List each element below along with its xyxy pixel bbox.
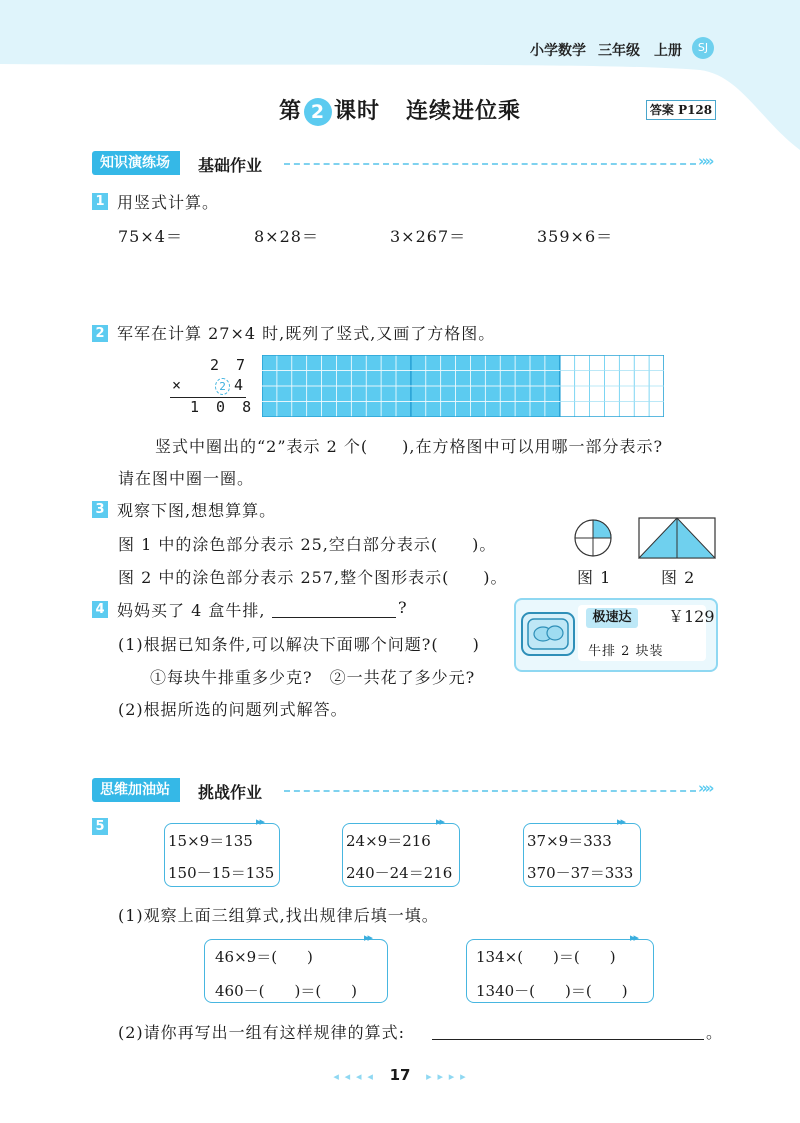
q3-prompt: 观察下图,想想算算。 xyxy=(117,501,277,520)
title-topic: 连续进位乘 xyxy=(406,99,522,124)
q4-prompt: 妈妈买了 4 盒牛排, xyxy=(117,601,266,620)
title-suffix: 课时 xyxy=(334,99,381,124)
q4-answer-blank[interactable] xyxy=(272,617,396,618)
section-divider xyxy=(284,790,696,792)
question-number-4: 4 xyxy=(92,601,108,618)
answer-label: 答案 xyxy=(649,103,674,117)
answer-page: P128 xyxy=(678,103,713,117)
double-arrow-icon: ▸▸ xyxy=(256,815,264,828)
circled-digit: 2 xyxy=(215,378,230,395)
figure-2-caption: 图 2 xyxy=(661,568,696,587)
answer-reference xyxy=(646,100,716,120)
section-name-challenge: 挑战作业 xyxy=(198,783,263,802)
q1-item-3: 3×267＝ xyxy=(390,227,467,246)
q1-prompt: 用竖式计算。 xyxy=(117,193,220,212)
question-number-2: 2 xyxy=(92,325,108,342)
question-number-3: 3 xyxy=(92,501,108,518)
right-arrows-icon: ▸ ▸ ▸ ▸ xyxy=(426,1070,467,1083)
left-arrows-icon: ◂ ◂ ◂ ◂ xyxy=(333,1070,374,1083)
fill1-eq-a[interactable]: 46×9＝( ) xyxy=(215,948,313,966)
header-grade: 三年级 xyxy=(598,43,640,59)
chevrons-right-icon: »» xyxy=(698,779,712,797)
vertical-calc-line2: 4 xyxy=(234,376,248,394)
header-band xyxy=(0,0,800,150)
q3-line1: 图 1 中的涂色部分表示 25,空白部分表示( )。 xyxy=(118,535,497,554)
q4-prompt-end: ? xyxy=(398,598,408,617)
q3-line2: 图 2 中的涂色部分表示 257,整个图形表示( )。 xyxy=(118,568,508,587)
vertical-calc-times: × xyxy=(172,376,186,394)
group1-eq-a: 15×9＝135 xyxy=(168,832,253,850)
fill1-eq-b[interactable]: 460－( )＝( ) xyxy=(215,982,358,1000)
section-divider xyxy=(284,163,696,165)
group2-eq-b: 240－24＝216 xyxy=(346,864,453,882)
q4-options: ①每块牛排重多少克? ②一共花了多少元? xyxy=(150,668,476,687)
q1-item-1: 75×4＝ xyxy=(118,227,183,246)
q5-sub2-end: 。 xyxy=(706,1023,724,1042)
section-name-basic: 基础作业 xyxy=(198,156,263,175)
group3-eq-b: 370－37＝333 xyxy=(527,864,634,882)
steak-box-icon xyxy=(519,605,577,661)
q2-line1: 竖式中圈出的“2”表示 2 个( ),在方格图中可以用哪一部分表示? xyxy=(155,437,664,456)
double-arrow-icon: ▸▸ xyxy=(364,931,372,944)
vertical-calc-result: 1 0 8 xyxy=(190,398,256,416)
section-tag-basic: 知识演练场 xyxy=(92,151,180,175)
lesson-number: 2 xyxy=(304,98,332,126)
double-arrow-icon: ▸▸ xyxy=(436,815,444,828)
group2-eq-a: 24×9＝216 xyxy=(346,832,431,850)
chevrons-right-icon: »» xyxy=(698,152,712,170)
product-price: ￥129 xyxy=(668,607,715,626)
q4-sub1: (1)根据已知条件,可以解决下面哪个问题?( ) xyxy=(118,635,480,654)
question-number-1: 1 xyxy=(92,193,108,210)
figure-1-circle xyxy=(573,518,613,558)
q1-item-2: 8×28＝ xyxy=(254,227,319,246)
figure-1-caption: 图 1 xyxy=(577,568,612,587)
express-tag: 极速达 xyxy=(586,608,638,628)
q5-sub1: (1)观察上面三组算式,找出规律后填一填。 xyxy=(118,906,439,925)
double-arrow-icon: ▸▸ xyxy=(630,931,638,944)
figure-2-rectangle xyxy=(638,517,716,559)
vertical-calc-line1: 2 7 xyxy=(210,356,250,374)
grid-diagram[interactable] xyxy=(262,355,664,417)
title-prefix: 第 xyxy=(278,99,302,124)
header-badge: SJ xyxy=(692,37,714,59)
q2-prompt: 军军在计算 27×4 时,既列了竖式,又画了方格图。 xyxy=(117,324,496,343)
fill2-eq-b[interactable]: 1340－( )＝( ) xyxy=(476,982,628,1000)
q5-answer-blank[interactable] xyxy=(432,1039,704,1040)
q4-sub2: (2)根据所选的问题列式解答。 xyxy=(118,700,348,719)
q5-sub2: (2)请你再写出一组有这样规律的算式: xyxy=(118,1023,406,1042)
group3-eq-a: 37×9＝333 xyxy=(527,832,612,850)
section-tag-challenge: 思维加油站 xyxy=(92,778,180,802)
group1-eq-b: 150－15＝135 xyxy=(168,864,275,882)
q2-line2: 请在图中圈一圈。 xyxy=(118,469,255,488)
double-arrow-icon: ▸▸ xyxy=(617,815,625,828)
page-number-value: 17 xyxy=(389,1066,411,1084)
question-number-5: 5 xyxy=(92,818,108,835)
fill2-eq-a[interactable]: 134×( )＝( ) xyxy=(476,948,616,966)
product-pack: 牛排 2 块装 xyxy=(588,644,664,659)
header-subject: 小学数学 xyxy=(530,43,586,59)
q1-item-4: 359×6＝ xyxy=(537,227,614,246)
header-volume: 上册 xyxy=(654,43,682,59)
page-number xyxy=(0,1066,800,1084)
